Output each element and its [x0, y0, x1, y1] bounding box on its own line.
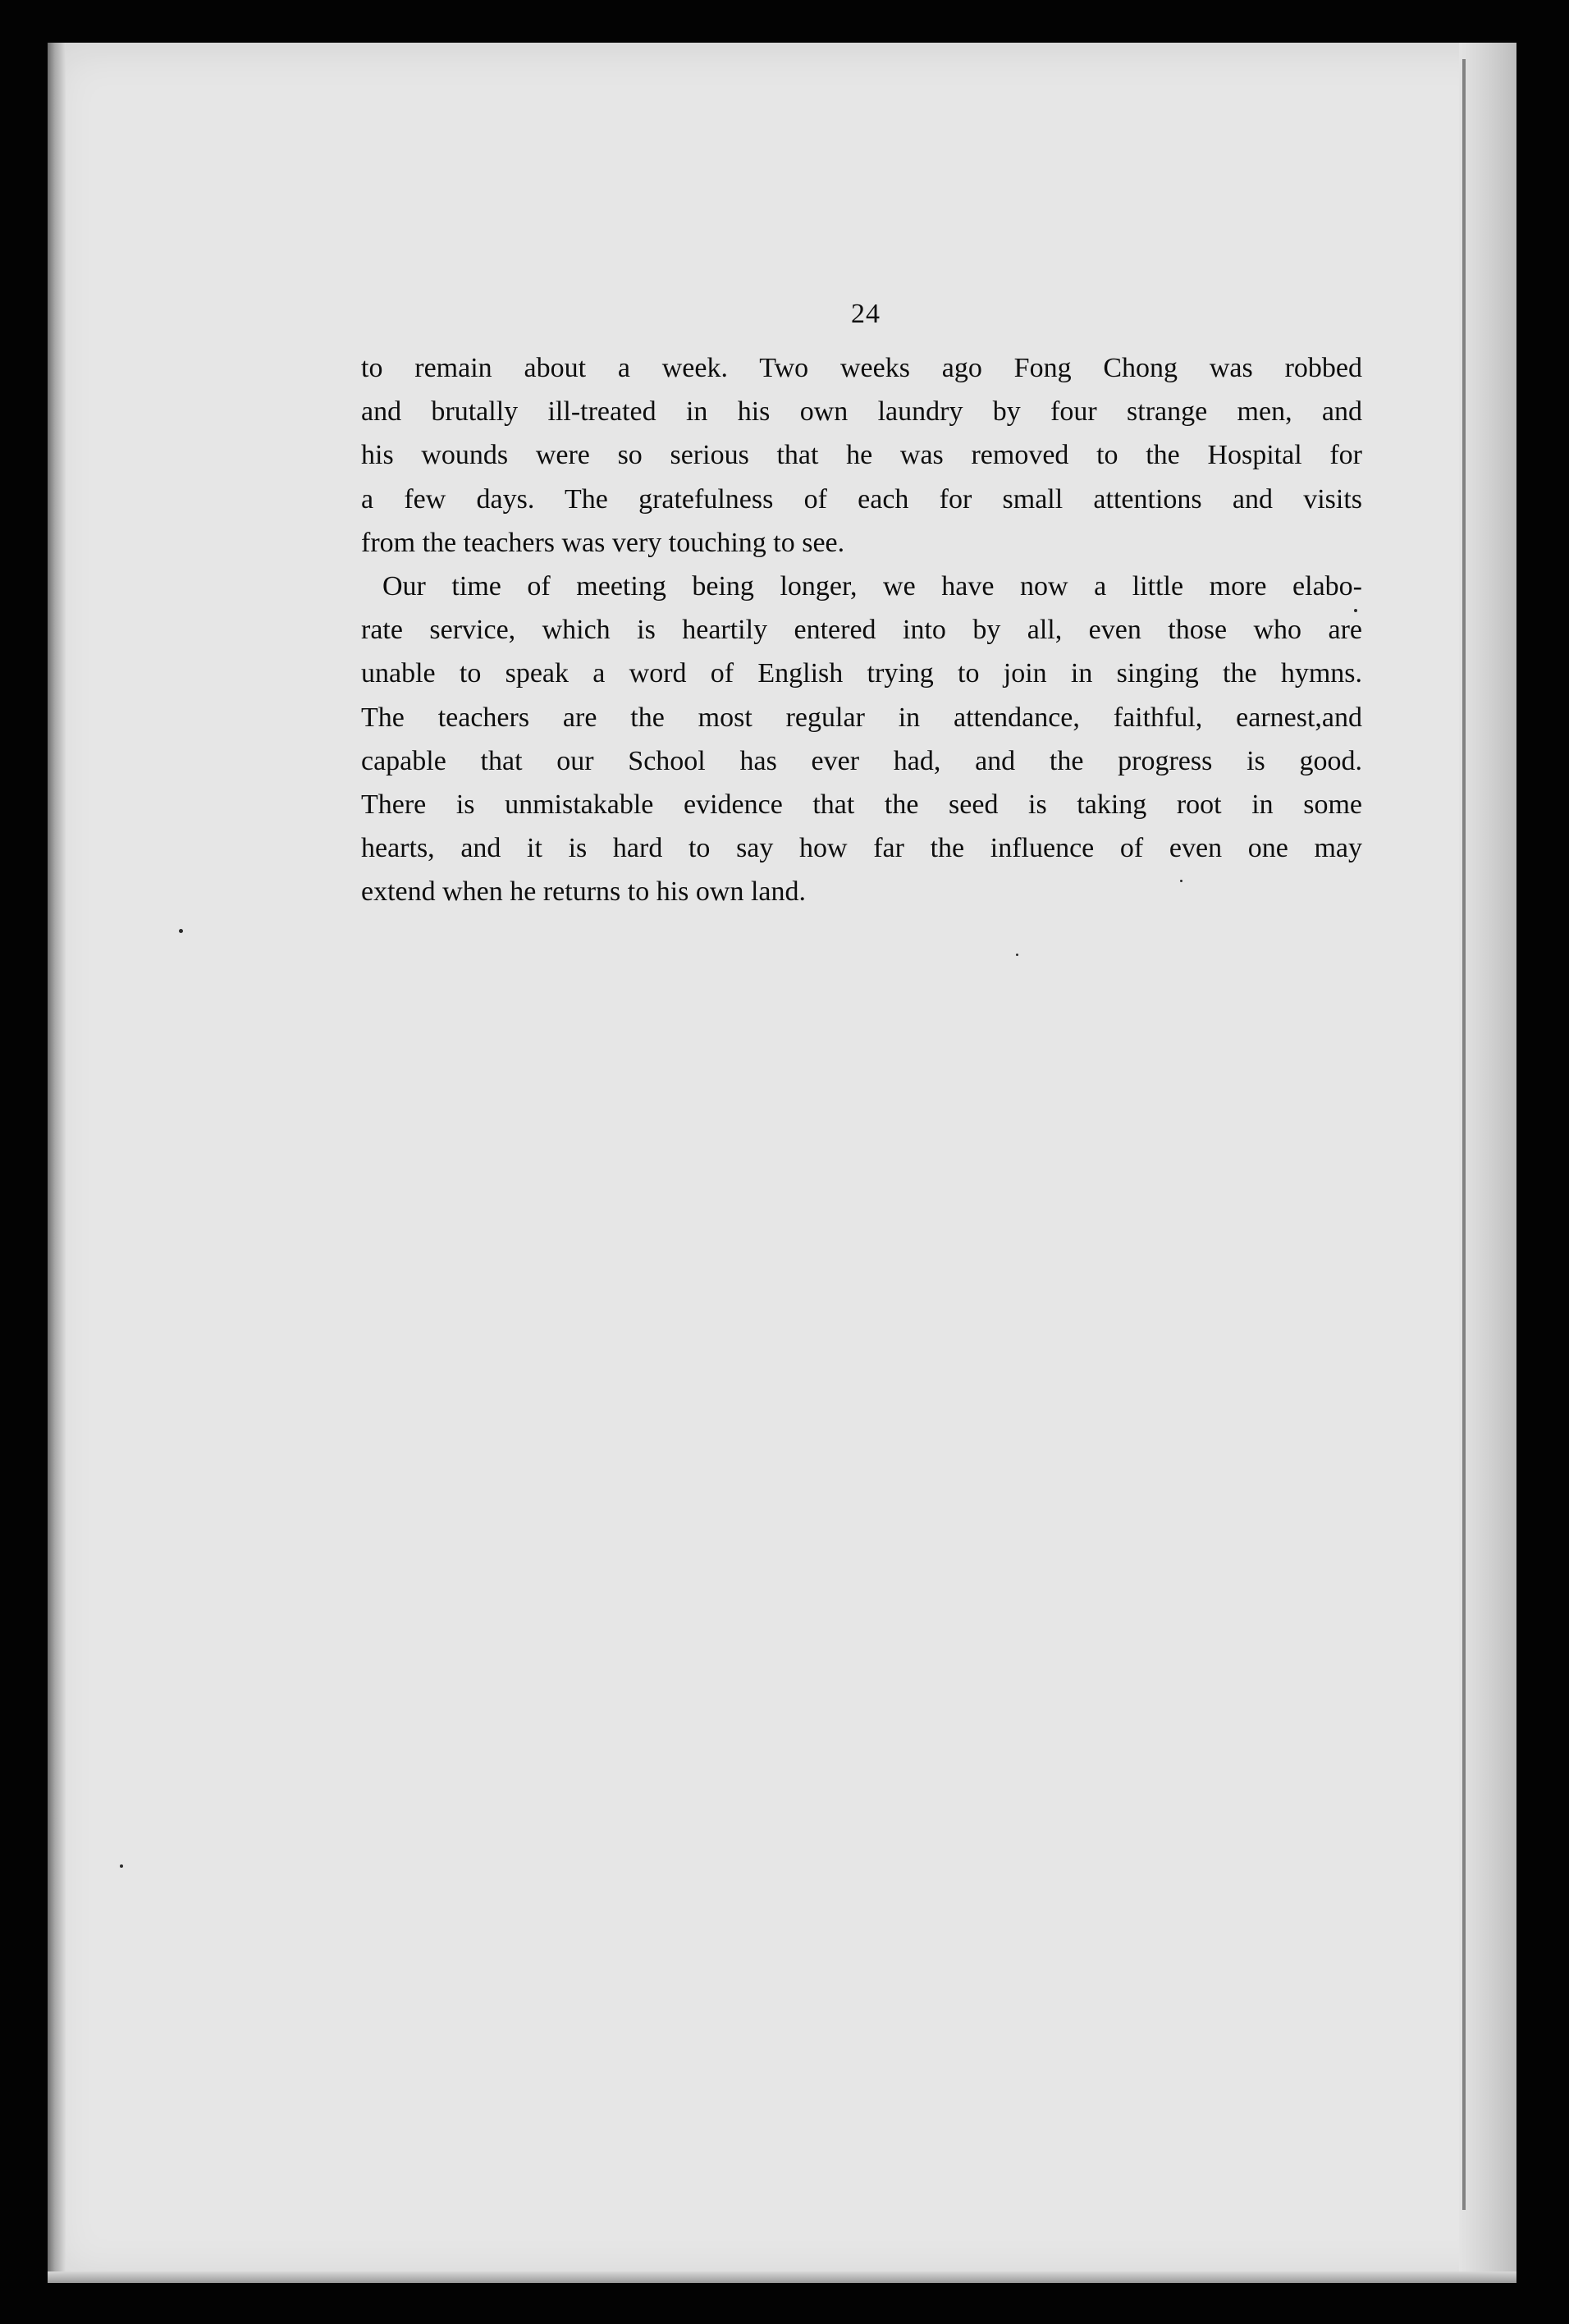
text-line: to remain about a week. Two weeks ago Fong Chong was robbed — [361, 353, 1362, 383]
book-page — [48, 43, 1516, 2283]
text-line: unable to speak a word of English trying to join in singing the hymns. — [361, 658, 1362, 689]
body-text — [361, 346, 1362, 913]
paragraph — [361, 346, 1362, 565]
page-number: 24 — [851, 299, 881, 329]
paper-speck — [179, 929, 183, 933]
text-line: rate service, which is heartily entered into by all, even those who are — [361, 615, 1362, 646]
page-fold-line — [1462, 59, 1466, 2210]
paper-speck — [1016, 954, 1018, 956]
paper-speck — [120, 1864, 123, 1868]
text-line: Our time of meeting being longer, we have now a little more elabo- — [382, 570, 1362, 602]
page-bottom-edge — [48, 2271, 1516, 2283]
page-left-edge — [48, 43, 66, 2283]
text-line: There is unmistakable evidence that the seed is taking root in some — [361, 789, 1362, 820]
page-right-edge — [1459, 43, 1516, 2283]
text-line: a few days. The gratefulness of each for small attentions and visits — [361, 483, 1362, 515]
text-line: from the teachers was very touching to see. — [361, 527, 845, 558]
text-line: and brutally ill-treated in his own laundry by four strange men, and — [361, 396, 1362, 428]
paragraph — [361, 565, 1362, 914]
text-line: his wounds were so serious that he was removed to the Hospital for — [361, 440, 1362, 471]
text-line: extend when he returns to his own land. — [361, 876, 806, 908]
text-line: The teachers are the most regular in attendance, faithful, earnest,and — [361, 702, 1362, 733]
text-line: hearts, and it is hard to say how far the influence of even one may — [361, 833, 1362, 864]
text-line: capable that our School has ever had, and the progress is good. — [361, 745, 1362, 776]
